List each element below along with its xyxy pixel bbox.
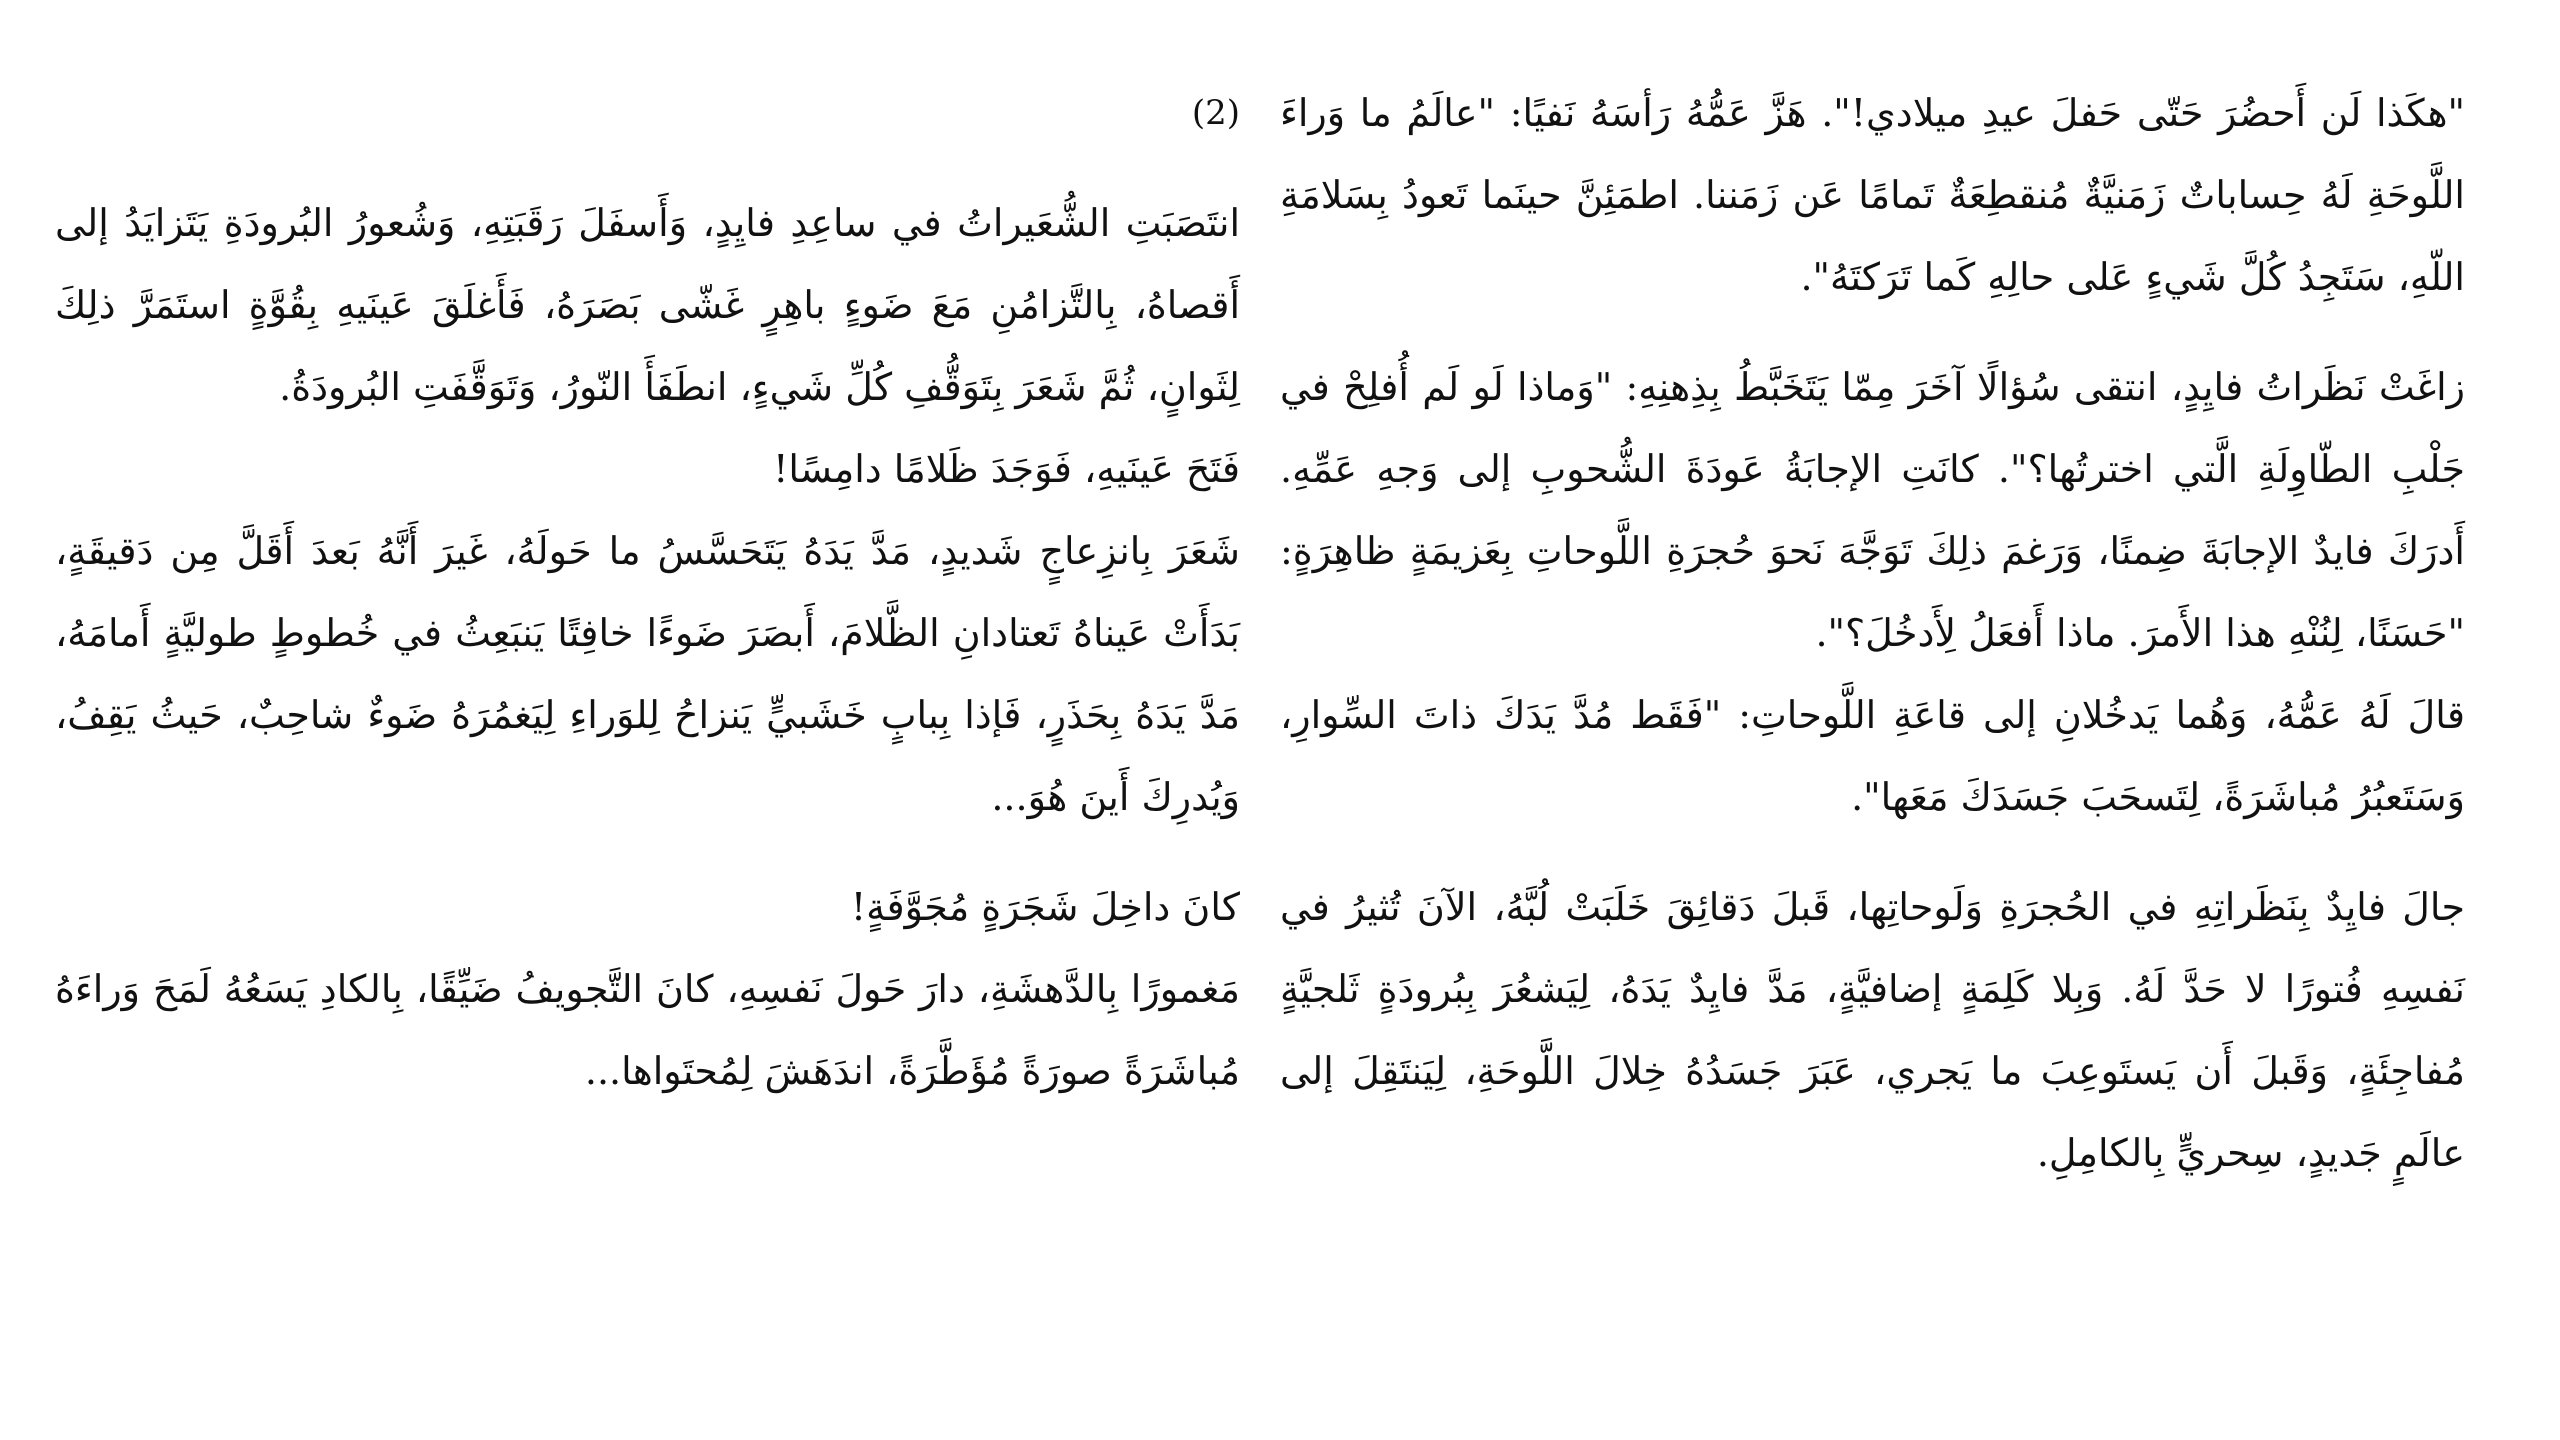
left-paragraph-4: كانَ داخِلَ شَجَرَةٍ مُجَوَّفَةٍ! bbox=[850, 885, 1240, 929]
right-paragraph-3: قالَ لَهُ عَمُّهُ، وَهُما يَدخُلانِ إلى قاعَةِ اللَّوحاتِ: "فَقَط مُدَّ يَدَكَ ذاتَ السِّوارِ، وَسَتَعبُرُ مُباشَرَةً، لِتَسحَبَ جَسَدَكَ مَعَها". bbox=[1280, 693, 2465, 819]
right-paragraph-2: زاغَتْ نَظَراتُ فايِدٍ، انتقى سُؤالًا آخَرَ مِمّا يَتَخَبَّطُ بِذِهنِهِ: "وَماذا لَو لَم أُفلِحْ في جَلْبِ الطّاوِلَةِ الَّتي اخترتُها؟". كانَتِ الإجابَةُ عَودَةَ الشُّحوبِ إلى وَجهِ عَمِّهِ. أَدرَكَ فايدٌ الإجابَةَ ضِمنًا، وَرَغمَ ذلِكَ تَوَجَّهَ نَحوَ حُجرَةِ اللَّوحاتِ بِعَزيمَةٍ ظاهِرَةٍ: "حَسَنًا، لِنُنْهِ هذا الأَمرَ. ماذا أَفعَلُ لِأَدخُلَ؟". bbox=[1280, 365, 2465, 655]
left-page bbox=[55, 0, 1240, 1112]
right-paragraph-1: "هكَذا لَن أَحضُرَ حَتّى حَفلَ عيدِ ميلادي!". هَزَّ عَمُّهُ رَأسَهُ نَفيًا: "عالَمُ ما وَراءَ اللَّوحَةِ لَهُ حِساباتٌ زَمَنيَّةٌ مُنقطِعَةٌ تَمامًا عَن زَمَننا. اطمَئِنَّ حينَما تَعودُ بِسَلامَةِ اللّهِ، سَتَجِدُ كُلَّ شَيءٍ عَلى حالِهِ كَما تَرَكتَهُ". bbox=[1280, 91, 2465, 299]
left-paragraph-3: شَعَرَ بِانزِعاجٍ شَديدٍ، مَدَّ يَدَهُ يَتَحَسَّسُ ما حَولَهُ، غَيرَ أَنَّهُ بَعدَ أَقَلَّ مِن دَقيقَةٍ، بَدَأَتْ عَيناهُ تَعتادانِ الظَّلامَ، أَبصَرَ ضَوءًا خافِتًا يَنبَعِثُ في خُطوطٍ طوليَّةٍ أَمامَهُ، مَدَّ يَدَهُ بِحَذَرٍ، فَإذا بِبابٍ خَشَبيٍّ يَنزاحُ لِلوَراءِ لِيَغمُرَهُ ضَوءٌ شاحِبٌ، حَيثُ يَقِفُ، وَيُدرِكَ أَينَ هُوَ... bbox=[55, 529, 1240, 819]
right-page bbox=[1280, 0, 2465, 1194]
page-number: (2) bbox=[1191, 93, 1240, 133]
right-paragraph-4: جالَ فايِدٌ بِنَظَراتِهِ في الحُجرَةِ وَلَوحاتِها، قَبلَ دَقائِقَ خَلَبَتْ لُبَّهُ، الآنَ تُثيرُ في نَفسِهِ فُتورًا لا حَدَّ لَهُ. وَبِلا كَلِمَةٍ إضافيَّةٍ، مَدَّ فايِدٌ يَدَهُ، لِيَشعُرَ بِبُرودَةٍ ثَلجيَّةٍ مُفاجِئَةٍ، وَقَبلَ أَن يَستَوعِبَ ما يَجري، عَبَرَ جَسَدُهُ خِلالَ اللَّوحَةِ، لِيَنتَقِلَ إلى عالَمٍ جَديدٍ، سِحريٍّ بِالكامِلِ. bbox=[1280, 885, 2465, 1175]
left-paragraph-5: مَغمورًا بِالدَّهشَةِ، دارَ حَولَ نَفسِهِ، كانَ التَّجويفُ ضَيِّقًا، بِالكادِ يَسَعُهُ لَمَحَ وَراءَهُ مُباشَرَةً صورَةً مُؤَطَّرَةً، اندَهَشَ لِمُحتَواها... bbox=[55, 967, 1240, 1093]
left-paragraph-1: انتَصَبَتِ الشُّعَيراتُ في ساعِدِ فايِدٍ، وَأَسفَلَ رَقَبَتِهِ، وَشُعورُ البُرودَةِ يَتَزايَدُ إلى أَقصاهُ، بِالتَّزامُنِ مَعَ ضَوءٍ باهِرٍ غَشّى بَصَرَهُ، فَأَغلَقَ عَينَيهِ بِقُوَّةٍ استَمَرَّ ذلِكَ لِثَوانٍ، ثُمَّ شَعَرَ بِتَوَقُّفِ كُلِّ شَيءٍ، انطَفَأَ النّورُ، وَتَوَقَّفَتِ البُرودَةُ. bbox=[55, 201, 1240, 409]
left-paragraph-2: فَتَحَ عَينَيهِ، فَوَجَدَ ظَلامًا دامِسًا! bbox=[773, 447, 1240, 491]
